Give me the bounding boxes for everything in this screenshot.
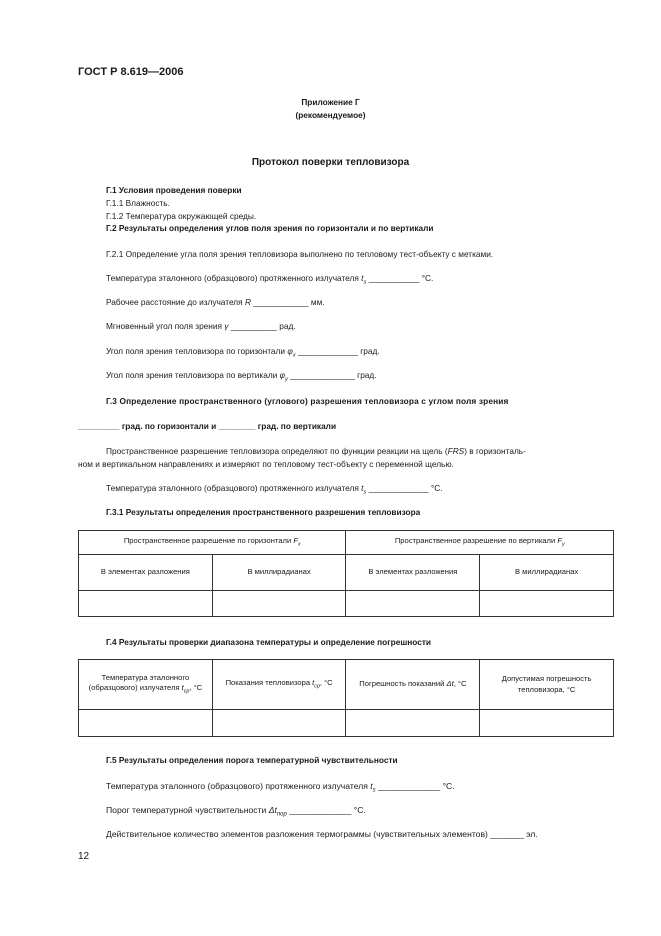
table-cell-empty[interactable] xyxy=(212,591,346,617)
table-cell-empty[interactable] xyxy=(346,591,480,617)
g3-emitter-temperature-line: Температура эталонного (образцового) протяженного излучателя $t_s$ _____________ °С. xyxy=(106,483,443,496)
table-cell-empty[interactable] xyxy=(79,710,213,737)
g2-paragraph: Г.2.1 Определение угла поля зрения тепловизора выполнено по тепловому тест-объекту с метками. xyxy=(106,249,494,259)
protocol-title: Протокол поверки тепловизора xyxy=(251,157,410,168)
spatial-resolution-table xyxy=(78,530,614,617)
g3-paragraph-line1: Пространственное разрешение тепловизора определяют по функции реакции на щель (FRS) в горизонталь- xyxy=(106,446,526,456)
table-cell-empty[interactable] xyxy=(480,591,614,617)
appendix-title: Приложение Г xyxy=(301,97,360,107)
section-g1-heading: Г.1 Условия проведения поверки xyxy=(106,185,242,195)
table-cell-empty[interactable] xyxy=(79,591,213,617)
table-header-error: Погрешность показаний Δt, °С xyxy=(346,660,480,710)
table-header-reference-temperature: Температура эталонного (образцового) излучателя $t_{ср}$, °С xyxy=(79,660,213,710)
table-cell-empty[interactable] xyxy=(346,710,480,737)
table-cell-empty[interactable] xyxy=(480,710,614,737)
g1-item-temperature: Г.1.2 Температура окружающей среды. xyxy=(106,211,257,221)
table-cell-empty[interactable] xyxy=(212,710,346,737)
table-subheader: В миллирадианах xyxy=(480,555,614,591)
table-header-horizontal: Пространственное разрешение по горизонтали $F_x$ xyxy=(79,531,346,555)
table-subheader: В миллирадианах xyxy=(212,555,346,591)
g2-emitter-temperature-line: Температура эталонного (образцового) протяженного излучателя $t_s$ ___________ °С. xyxy=(106,273,434,286)
temperature-range-table xyxy=(78,659,614,737)
section-g2-heading: Г.2 Результаты определения углов поля зрения по горизонтали и по вертикали xyxy=(106,223,434,233)
g2-vertical-angle-line: Угол поля зрения тепловизора по вертикали $\varphi_y$ ______________ град. xyxy=(106,370,377,383)
document-id: ГОСТ Р 8.619—2006 xyxy=(78,66,184,78)
g2-horizontal-angle-line: Угол поля зрения тепловизора по горизонтали $\varphi_x$ _____________ град. xyxy=(106,346,380,359)
table-header-vertical: Пространственное разрешение по вертикали $F_y$ xyxy=(346,531,614,555)
table-subheader: В элементах разложения xyxy=(346,555,480,591)
section-g5-heading: Г.5 Результаты определения порога температурной чувствительности xyxy=(106,755,398,765)
section-g31-heading: Г.3.1 Результаты определения пространственного разрешения тепловизора xyxy=(106,507,421,517)
section-g3-heading-cont: _________ град. по горизонтали и ________ град. по вертикали xyxy=(78,421,337,431)
section-g4-heading: Г.4 Результаты проверки диапазона температуры и определение погрешности xyxy=(106,637,432,647)
g1-item-humidity: Г.1.1 Влажность. xyxy=(106,198,170,208)
g5-threshold-line: Порог температурной чувствительности $\Delta t_{пор}$ _____________ °С. xyxy=(106,805,366,818)
table-subheader: В элементах разложения xyxy=(79,555,213,591)
g5-elements-count-line: Действительное количество элементов разложения термограммы (чувствительных элементов) _______ эл. xyxy=(106,829,538,839)
g2-distance-line: Рабочее расстояние до излучателя R ____________ мм. xyxy=(106,297,325,307)
appendix-subtitle: (рекомендуемое) xyxy=(295,110,366,120)
section-g3-heading: Г.3 Определение пространственного (углового) разрешения тепловизора с углом поля зрения xyxy=(106,396,509,406)
g2-instant-angle-line: Мгновенный угол поля зрения γ __________ рад. xyxy=(106,321,296,331)
g5-emitter-temperature-line: Температура эталонного (образцового) протяженного излучателя $t_s$ _____________ °С. xyxy=(106,781,455,794)
table-header-allowed-error: Допустимая погрешность тепловизора, °С xyxy=(480,660,614,710)
page-number: 12 xyxy=(78,851,90,862)
table-header-readings: Показания тепловизора $t_{ср}$, °С xyxy=(212,660,346,710)
g3-paragraph-line2: ном и вертикальном направлениях и измеряют по тепловому тест-объекту с переменной щелью. xyxy=(78,459,454,469)
